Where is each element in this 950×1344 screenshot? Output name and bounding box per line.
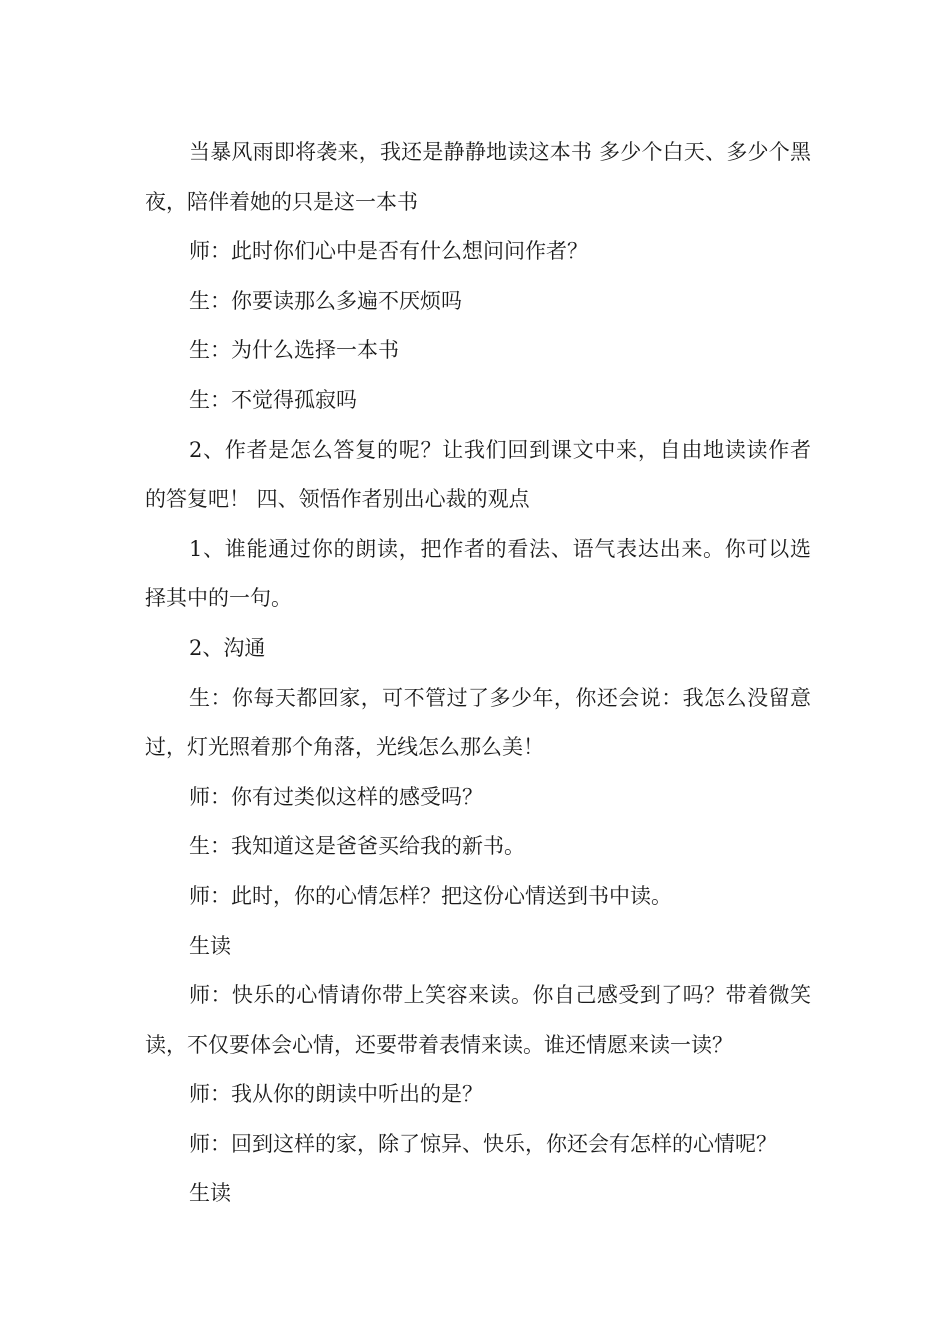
paragraph: 师：回到这样的家，除了惊异、快乐，你还会有怎样的心情呢？ [189, 1131, 777, 1156]
paragraph: 生：你每天都回家，可不管过了多少年，你还会说：我怎么没留意过，灯光照着那个角落，光线怎么那么美！ [145, 685, 811, 760]
paragraph: 当暴风雨即将袭来，我还是静静地读这本书 多少个白天、多少个黑夜，陪伴着她的只是这一本书 [145, 140, 811, 214]
paragraph: 师：此时你们心中是否有什么想问问作者？ [189, 239, 588, 264]
paragraph: 生：不觉得孤寂吗 [189, 387, 357, 412]
paragraph: 1、谁能通过你的朗读，把作者的看法、语气表达出来。你可以选择其中的一句。 [145, 536, 811, 611]
paragraph: 师：此时，你的心情怎样？把这份心情送到书中读。 [189, 883, 672, 908]
paragraph: 生：为什么选择一本书 [189, 338, 399, 363]
paragraph: 师：快乐的心情请你带上笑容来读。你自己感受到了吗？带着微笑读，不仅要体会心情，还要带着表情来读。谁还情愿来读一读？ [145, 983, 811, 1057]
paragraph: 2、沟通 [189, 635, 266, 660]
paragraph: 师：你有过类似这样的感受吗？ [189, 784, 483, 809]
document-body [145, 128, 811, 1219]
paragraph: 生读 [189, 933, 231, 958]
paragraph: 生：你要读那么多遍不厌烦吗 [189, 288, 462, 313]
paragraph: 生：我知道这是爸爸买给我的新书。 [189, 834, 525, 859]
paragraph: 生读 [189, 1181, 231, 1206]
paragraph: 2、作者是怎么答复的呢？让我们回到课文中来，自由地读读作者的答复吧！ 四、领悟作者别出心裁的观点 [145, 437, 811, 512]
paragraph: 师：我从你的朗读中听出的是？ [189, 1082, 483, 1107]
